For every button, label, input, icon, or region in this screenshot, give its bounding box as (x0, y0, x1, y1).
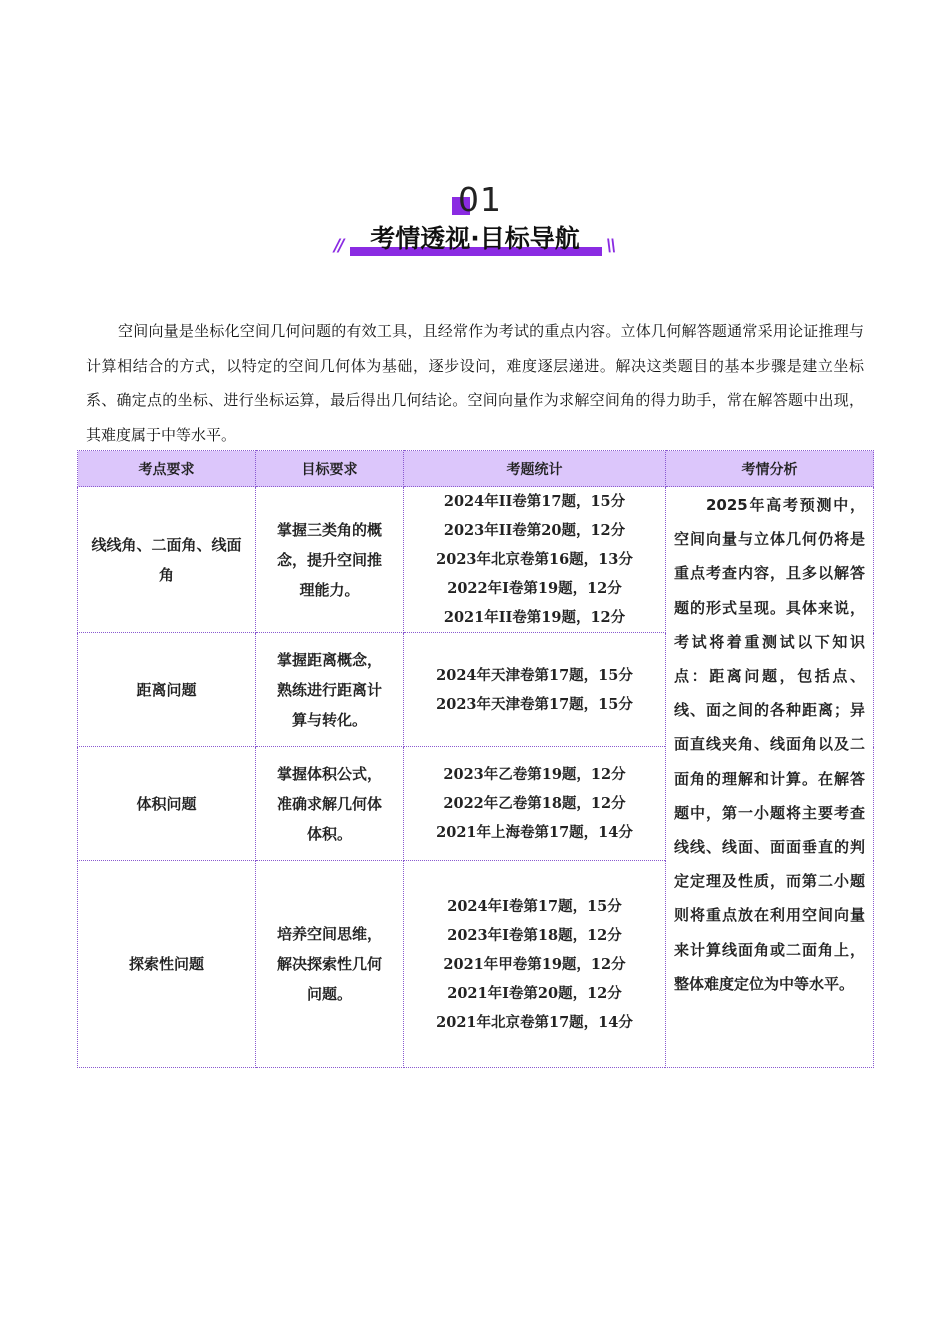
stat-line: 2023年I卷第18题，12分 (447, 926, 622, 944)
stat-line: 2023年II卷第20题，12分 (443, 522, 626, 539)
stat-line: 2021年上海卷第17题，14分 (436, 824, 633, 841)
left-slash-decoration: // (334, 236, 343, 256)
section-header (0, 180, 950, 270)
table-header-row (78, 451, 874, 487)
stat-line: 2021年II卷第19题，12分 (443, 609, 626, 626)
stats-cell (404, 861, 666, 1068)
header-stats: 考题统计 (404, 451, 666, 487)
header-point: 考点要求 (78, 451, 256, 487)
stat-line: 2024年II卷第17题，15分 (443, 493, 626, 510)
analysis-text: 2025年高考预测中，空间向量与立体几何仍将是重点考查内容，且多以解答题的形式呈现。具体来说，考试将着重测试以下知识点：距离问题，包括点、线、面之间的各种距离；异面直线夹角、线面角以及二面角的理解和计算。在解答题中，第一小题将主要考查线线、线面、面面垂直的判定定理及性质，而第二小题则将重点放在利用空间向量来计算线面角或二面角上，整体难度定位为中等水平。 (674, 496, 865, 993)
stats-cell (404, 487, 666, 633)
point-cell: 探索性问题 (78, 861, 256, 1068)
stat-line: 2021年甲卷第19题，12分 (443, 955, 626, 973)
table-row (78, 487, 874, 633)
header-goal: 目标要求 (256, 451, 404, 487)
stat-line: 2022年乙卷第18题，12分 (443, 795, 626, 812)
stat-line: 2021年I卷第20题，12分 (447, 984, 622, 1002)
analysis-cell (666, 487, 874, 1068)
point-cell: 距离问题 (78, 633, 256, 747)
stats-cell (404, 633, 666, 747)
right-slash-decoration: \\ (606, 236, 615, 256)
stat-line: 2024年I卷第17题，15分 (447, 897, 622, 915)
point-cell: 体积问题 (78, 747, 256, 861)
goal-cell: 掌握距离概念，熟练进行距离计算与转化。 (256, 633, 404, 747)
goal-cell: 掌握三类角的概念，提升空间推理能力。 (256, 487, 404, 633)
exam-analysis-table (77, 450, 874, 1068)
stats-cell (404, 747, 666, 861)
intro-paragraph: 空间向量是坐标化空间几何问题的有效工具，且经常作为考试的重点内容。立体几何解答题通常采用论证推理与计算相结合的方式，以特定的空间几何体为基础，逐步设问，难度逐层递进。解决这类题目的基本步骤是建立坐标系、确定点的坐标、进行坐标运算，最后得出几何结论。空间向量作为求解空间角的得力助手，常在解答题中出现，其难度属于中等水平。 (86, 322, 864, 444)
section-title: 考情透视·目标导航 (370, 224, 580, 253)
section-number: 01 (458, 180, 502, 219)
stat-line: 2022年I卷第19题，12分 (447, 580, 622, 597)
stat-line: 2021年北京卷第17题，14分 (436, 1013, 633, 1031)
stat-line: 2023年北京卷第16题，13分 (436, 551, 633, 568)
stat-line: 2024年天津卷第17题，15分 (436, 666, 633, 684)
stat-line: 2023年天津卷第17题，15分 (436, 695, 633, 713)
header-analysis: 考情分析 (666, 451, 874, 487)
stat-line: 2023年乙卷第19题，12分 (443, 766, 626, 783)
point-cell: 线线角、二面角、线面角 (78, 487, 256, 633)
goal-cell: 掌握体积公式，准确求解几何体体积。 (256, 747, 404, 861)
goal-cell: 培养空间思维，解决探索性几何问题。 (256, 861, 404, 1068)
